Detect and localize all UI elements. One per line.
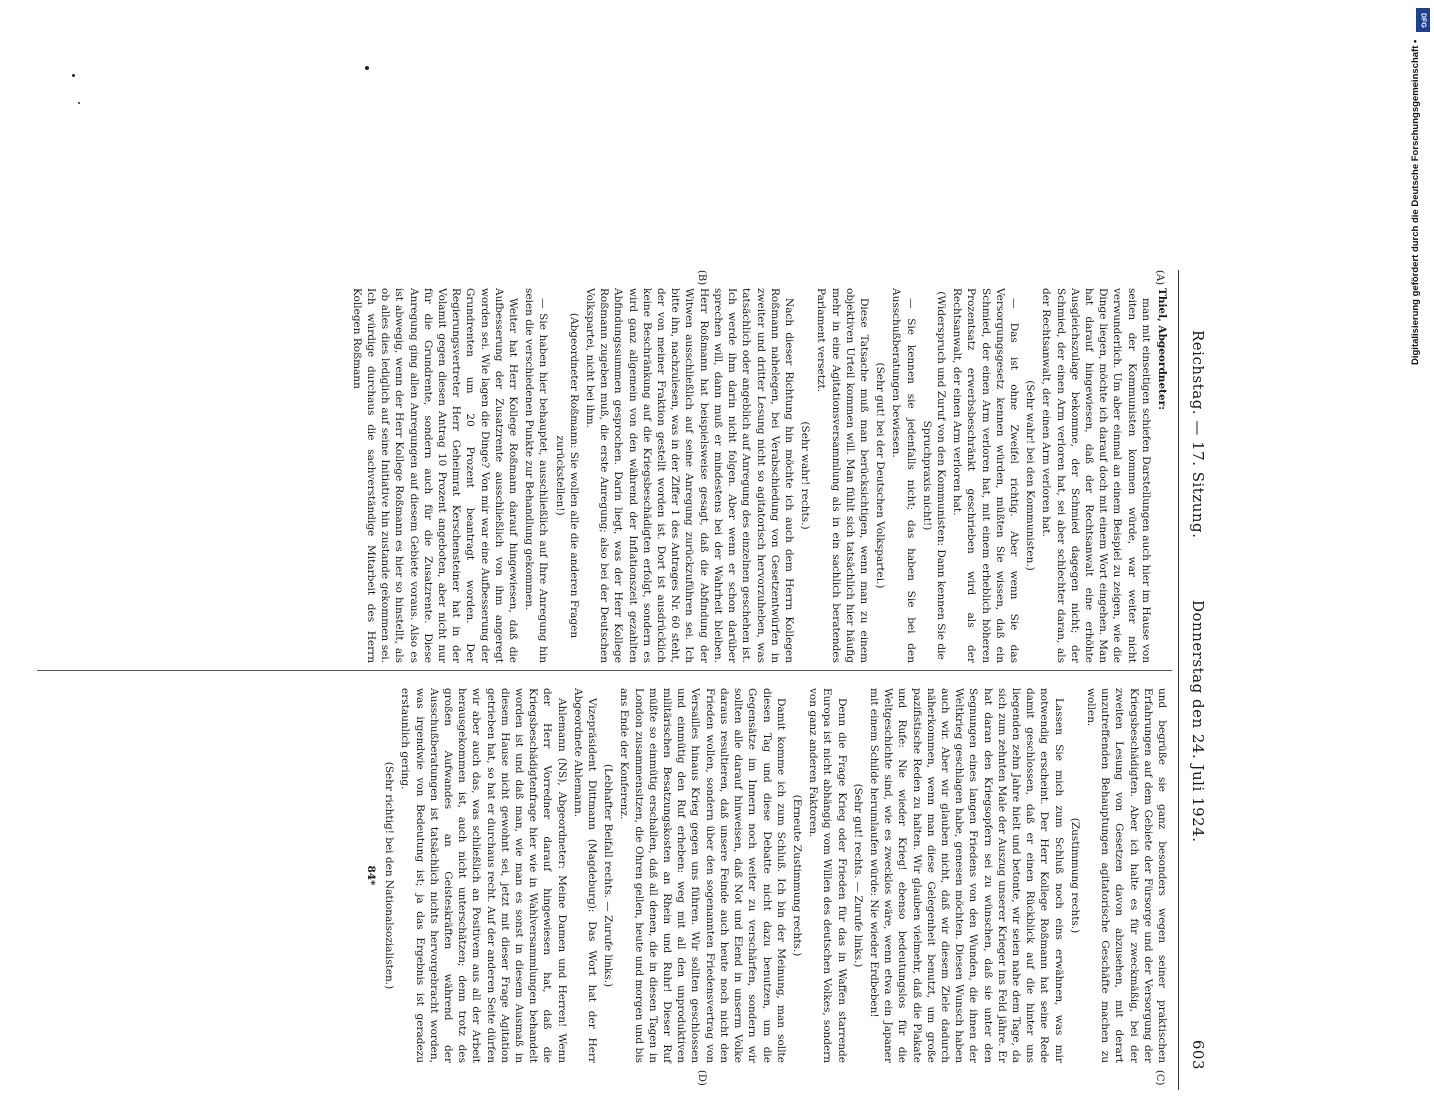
page-number: 603 — [1189, 1039, 1207, 1070]
paragraph: — Sie kennen sie jedenfalls nicht; das haben Sie bei den Ausschußberatungen bewiesen. — [890, 288, 917, 663]
interjection: (Widerspruch und Zuruf von den Kommunisten: Dann kennen Sie die Spruchpraxis nicht!) — [920, 291, 947, 660]
interjection: (Zustimmung rechts.) — [1068, 817, 1081, 934]
margin-mark-c: (C) — [1154, 1070, 1165, 1086]
paragraph: Weiter hat Herr Kollege Roßmann darauf hingewiesen, daß die Aufbesserung der Zusatzrente ausschließlich von ihm angeregt worden sei. Wie lagen die Dinge? Von mir war eine Aufbesserung der Grundrenten um 20 Prozent beantragt worden. Der Regierungsvertreter Herr Geheimrat Kerschensteiner hat in der Volamit gegen diesen Antrag 10 Prozent angeboten, aber nicht nur für die Grundrente, sondern auch für die Zusatzrente. Diese Anregung ging allen Anregungen auf diesem Gebiete voraus. Also es ist abwegig, wenn der Herr Kollege Roßmann es hier so hinstellt, als ob alles dies lediglich auf seine Initiative hin zustande gekommen sei. Ich würdige durchaus die sachverständige Mitarbeit des Herrn Kollegen Roßmann — [350, 288, 520, 663]
interjection: (Erneute Zustimmung rechts.) — [790, 794, 803, 957]
paragraph: Denn die Frage Krieg oder Frieden für das in Waffen starrende Europa ist nicht abhängig vom Willen des deutschen Volkes, sondern von ganz anderen Faktoren. — [807, 688, 848, 1063]
speaker-label: Thiel, Abgeordneter: — [1156, 288, 1168, 411]
interjection: (Sehr wahr! rechts.) — [799, 421, 812, 530]
header-date: Donnerstag den 24. Juli 1924. — [1189, 600, 1207, 843]
margin-mark-a: (A) — [1154, 270, 1165, 286]
margin-mark-b: (B) — [696, 270, 707, 286]
paragraph: man mit einseitigen schiefen Darstellungen auch hier im Hause von seiten der Kommunisten kommen würde, war weiter nicht verwunderlich. Um aber einmal an einem Beispiel zu zeigen, wie die Dinge liegen, möchte ich darauf doch mit einem Wort eingehen. Man hat darauf hingewiesen, daß der Rechtsanwalt eine erhöhte Ausgleichszulage bekomme, der Schmied dagegen nicht; der Schmied, der einen Arm verloren hat, sei aber schlechter daran, als der Rechtsanwalt, der einen Arm verloren hat. — [1040, 288, 1152, 663]
scan-speck — [72, 74, 75, 77]
interjection: (Lebhafter Beifall rechts. — Zurufe links.) — [602, 763, 615, 988]
footer-mark: 84* — [365, 865, 378, 886]
paragraph: Ahlemann (NS), Abgeordneter: Meine Damen und Herren! Wenn der Herr Vorredner darauf hingewiesen hat, daß die Kriegsbeschädigtenfrage hier wie in Wahlversammlungen behandelt worden ist und daß man, wie man es sonst in diesem Ausmaß in diesem Hause nicht gewohnt sei, jetzt mit dieser Frage Agitation getrieben hat, so hat er durchaus recht. Auf der anderen Seite dürfen wir aber auch das, was schließlich an Positivem aus all der Arbeit herausgekommen ist, auch nicht unterschätzen; denn trotz des großen Aufwandes an Geisteskräften während der Ausschußberatungen ist tatsächlich nichts hervorgebracht worden, was irgendwie von Bedeutung ist; ja das Ergebnis ist geradezu erstaunlich gering. — [399, 688, 568, 1063]
paragraph: Damit komme ich zum Schluß. Ich bin der Meinung, man sollte diesen Tag und diese Debatte nicht dazu benutzen, um die Gegensätze im Innern noch weiter zu verschärfen, sondern wir sollten alle darauf hinweisen, daß Not und Elend in unserm Volke daraus resultieren, daß unsere Feinde auch heute noch nicht den Frieden wollen, sondern über den sogenannten Friedensvertrag von Versailles hinaus Krieg gegen uns führen. Wir sollten geschlossen und einmütig den Ruf erheben: weg mit all den unproduktiven militärischen Besatzungskosten an Rhein und Ruhr! Dieser Ruf müßte so einmütig erschallen, daß all denen, die in diesen Tagen in London zusammensitzen, die Ohren gellen, heute und morgen und bis ans Ende der Konferenz. — [618, 688, 787, 1063]
paragraph: und begrüße sie ganz besonders wegen seiner praktischen Erfahrungen auf dem Gebiete der Fürsorge und der Versorgung der Kriegsbeschädigten. Aber ich halte es für zweckmäßig, bei der zweiten Lesung von Gesetzen davon abzusehen, mit derart unzutreffenden Behauptungen agitatorische Geschäfte machen zu wollen. — [1084, 688, 1168, 1063]
margin-mark-d: (D) — [696, 1070, 707, 1086]
scan-speck — [365, 66, 369, 70]
digitization-credit: Digitalisierung gefördert durch die Deutsche Forschungsgemeinschaft • — [1410, 40, 1421, 366]
column-divider — [37, 670, 1172, 671]
paragraph: Vizepräsident Dittmann (Magdeburg): Das Wort hat der Herr Abgeordnete Ahlemann. — [571, 688, 599, 1063]
paragraph: — Das ist ohne Zweifel richtig. Aber wenn Sie das Versorgungsgesetz kennen würden, müßten Sie wissen, daß ein Schmied, der einen Arm verloren hat, mit einem erheblich höheren Prozentsatz erwerbsbeschränkt geschrieben wird als der Rechtsanwalt, der einen Arm verloren hat. — [951, 288, 1020, 663]
document-page — [7, 230, 1227, 1110]
interjection: (Sehr wahr! bei den Kommunisten.) — [1024, 380, 1037, 571]
paragraph: Nach dieser Richtung hin möchte ich auch dem Herrn Kollegen Roßmann nahelegen, bei Verabschiedung von Gesetzentwürfen in zweiter und dritter Lesung nicht so agitatorisch hervorzuheben, was tatsächlich oder angeblich auf Anregung des einzelnen geschehen ist. Ich werde ihm darin nicht folgen. Aber wenn er schon darüber sprechen will, dann muß er mindestens bei der Wahrheit bleiben. Herr Roßmann hat beispielsweise gesagt, daß die Abfindung der Witwen ausschließlich auf seine Anregung zurückzuführen sei. Ich bitte ihn, nachzulesen, was in der Ziffer 1 des Antrages Nr. 60 steht, der von meiner Fraktion gestellt worden ist. Dort ist ausdrücklich keine Beschränkung auf die Kriegsbeschädigten erfolgt, sondern es wird ganz allgemein von den während der Inflationszeit gezahlten Abfindungssummen gesprochen. Darin liegt, was der Herr Kollege Roßmann zugeben muß, die erste Anregung; also bei der Deutschen Volkspartei, nicht bei ihm. — [584, 288, 795, 663]
page-header — [1183, 270, 1207, 1090]
interjection: (Sehr gut! bei der Deutschen Volkspartei.) — [874, 362, 887, 589]
interjection: (Sehr gut! rechts. — Zurufe links.) — [851, 783, 864, 968]
paragraph: — Sie haben hier behauptet, ausschließlich auf Ihre Anregung hin seien die verschiedenen Punkte zur Behandlung gekommen. — [523, 288, 550, 663]
interjection: (Sehr richtig! bei den Nationalsozialisten.) — [383, 761, 396, 990]
paragraph: Diese Tatsache muß man berücksichtigen, wenn man zu einem objektiven Urteil kommen will. Man fühlt sich tatsächlich hier häufig mehr in eine Agitationsversammlung als in ein sachlich beratendes Parlament versetzt. — [815, 288, 870, 663]
paragraph: Lassen Sie mich zum Schluß noch eins erwähnen, was mir notwendig erscheint. Der Herr Kollege Roßmann hat seine Rede damit geschlossen, daß er einen Rückblick auf die hinter uns liegenden zehn Jahre hielt und betonte, wir seien nahe dem Tage, da sich zum zehnten Male der Auszug unserer Krieger ins Feld jähre. Er hat daran den Kriegsopfern sei zu wünschen, daß sie unter den Segnungen eines langen Friedens von den Wunden, die ihnen der Weltkrieg geschlagen habe, genesen möchten. Diesen Wunsch haben auch wir. Aber wir glauben nicht, daß wir diesem Ziele dadurch näherkommen, wenn man diese Gelegenheit benutzt, um große pazifistische Reden zu halten. Wir glauben vielmehr, daß die Plakate und Rufe: Nie wieder Krieg! ebenso bedeutungslos für die Weltgeschichte sind, wie es zwecklos wäre, wenn etwa ein Japaner mit einem Schilde herumlaufen würde: Nie wieder Erdbeben! — [867, 688, 1065, 1063]
interjection: (Abgeordneter Roßmann: Sie wollen alle die anderen Fragen zurückstellen!) — [553, 312, 580, 639]
right-column — [362, 688, 1169, 1063]
dfg-logo: DFG — [1416, 8, 1430, 32]
header-rule — [1178, 270, 1179, 1090]
scan-speck — [78, 102, 80, 104]
left-column — [348, 288, 1169, 663]
header-session: Reichstag. — 17. Sitzung. — [1189, 330, 1207, 539]
